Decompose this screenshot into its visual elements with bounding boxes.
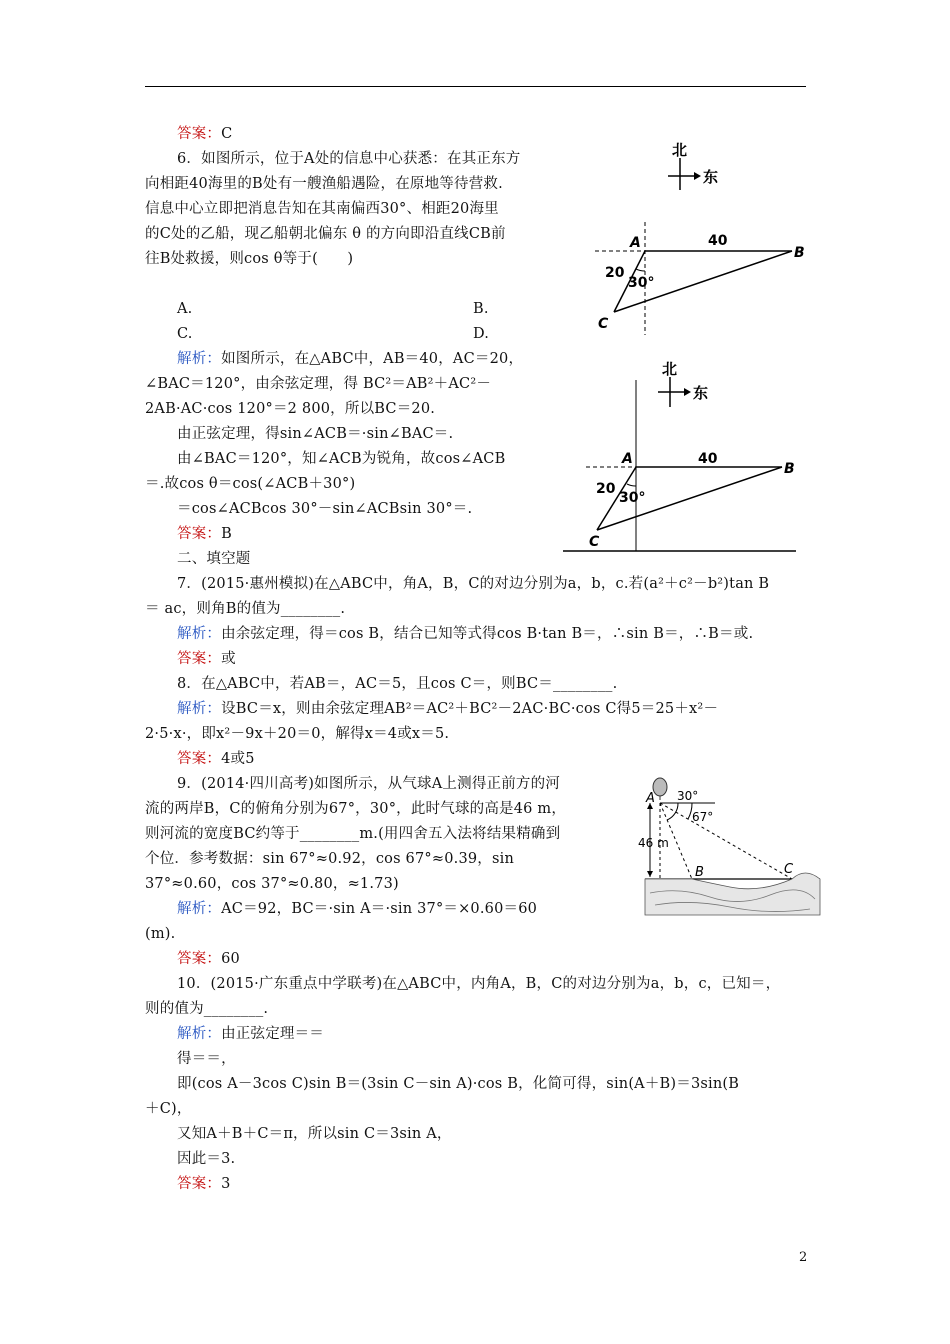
- solution-label: 解析：: [177, 626, 222, 642]
- solution-10-line-5: 又知A＋B＋C＝π，所以sin C＝3sin A，: [177, 1126, 452, 1142]
- solution-label: 解析：: [177, 1026, 222, 1042]
- point-c: C: [598, 316, 609, 332]
- point-c: C: [784, 862, 794, 877]
- problem-7-line-1: 7．(2015·惠州模拟)在△ABC中，角A，B，C的对边分别为a，b，c.若(a²＋c²－b²)tan B: [177, 576, 770, 592]
- height-label: 46 m: [638, 836, 669, 850]
- problem-6-line-3: 信息中心立即把消息告知在其南偏西30°、相距20海里: [145, 201, 499, 217]
- option-c: C.: [177, 326, 193, 342]
- answer-value: 60: [221, 951, 240, 967]
- solution-label: 解析：: [177, 351, 222, 367]
- solution-8-line-1: [177, 699, 718, 719]
- answer-line: [177, 749, 255, 769]
- answer-value: 或: [221, 651, 236, 667]
- problem-8: 8．在△ABC中，若AB＝，AC＝5，且cos C＝，则BC＝________.: [177, 676, 618, 692]
- answer-line: [177, 1174, 231, 1194]
- solution-text: 由正弦定理＝＝: [221, 1026, 325, 1042]
- solution-6-line-1: [177, 349, 523, 369]
- solution-text: 设BC＝x，则由余弦定理AB²＝AC²＋BC²－2AC·BC·cos C得5＝25＋x²－: [221, 701, 719, 717]
- solution-text: 由余弦定理，得＝cos B，结合已知等式得cos B·tan B＝，∴sin B＝，∴B＝或.: [221, 626, 754, 642]
- north-label: 北: [662, 360, 678, 378]
- length-ab: 40: [708, 233, 728, 249]
- length-ac: 20: [596, 481, 616, 497]
- angle-arc: [636, 269, 645, 271]
- point-b: B: [794, 245, 805, 261]
- problem-9-line-3: 则河流的宽度BC约等于________m.(用四舍五入法将结果精确到: [145, 826, 561, 842]
- point-c: C: [589, 534, 600, 550]
- answer-label: 答案：: [177, 126, 222, 142]
- option-b: B.: [473, 301, 489, 317]
- angle-67-label: 67°: [692, 810, 714, 824]
- problem-10-line-2: 则的值为________.: [145, 1001, 269, 1017]
- solution-6-line-2: ∠BAC＝120°，由余弦定理，得 BC²＝AB²＋AC²－: [145, 376, 492, 392]
- problem-6-line-5: 往B处救援，则cos θ等于( ): [145, 251, 354, 267]
- answer-value: 4或5: [221, 751, 255, 767]
- answer-value: B: [221, 526, 232, 542]
- solution-10-line-4: ＋C)，: [145, 1101, 192, 1117]
- solution-9-line-1: [177, 899, 537, 919]
- solution-10-line-1: [177, 1024, 324, 1044]
- solution-7: [177, 624, 753, 644]
- solution-10-line-3: 即(cos A－3cos C)sin B＝(3sin C－sin A)·cos B，化简可得，sin(A＋B)＝3sin(B: [177, 1076, 740, 1092]
- figure-2-navigation-diagram: [560, 355, 800, 555]
- answer-line: [177, 949, 240, 969]
- angle-arc: [627, 484, 636, 486]
- answer-value: 3: [221, 1176, 231, 1192]
- angle-30-label: 30°: [677, 789, 699, 803]
- angle-label: 30°: [619, 490, 646, 506]
- point-a: A: [646, 791, 655, 806]
- angle-arc-67: [667, 803, 678, 820]
- east-arrowhead: [684, 388, 691, 396]
- solution-label: 解析：: [177, 701, 222, 717]
- solution-6-line-4: 由正弦定理，得sin∠ACB＝·sin∠BAC＝.: [177, 426, 454, 442]
- problem-7-line-2: ＝ ac，则角B的值为________.: [145, 601, 346, 617]
- problem-6-line-1: 6．如图所示，位于A处的信息中心获悉：在其正东方: [177, 151, 521, 167]
- east-label: 东: [703, 168, 719, 186]
- point-b: B: [784, 461, 795, 477]
- section-heading: 二、填空题: [177, 551, 251, 567]
- answer-line: [177, 649, 236, 669]
- north-label: 北: [672, 141, 688, 159]
- balloon-icon: [653, 778, 667, 796]
- solution-label: 解析：: [177, 901, 222, 917]
- sight-line-c: [660, 803, 792, 879]
- solution-6-line-5: 由∠BAC＝120°，知∠ACB为锐角，故cos∠ACB: [177, 451, 506, 467]
- solution-10-line-6: 因此＝3.: [177, 1151, 236, 1167]
- option-d: D.: [473, 326, 490, 342]
- page-number: 2: [799, 1250, 808, 1265]
- height-arrow-bottom: [647, 871, 653, 877]
- answer-label: 答案：: [177, 951, 222, 967]
- solution-10-line-2: 得＝＝，: [177, 1051, 236, 1067]
- answer-line: [177, 124, 232, 144]
- solution-6-line-3: 2AB·AC·cos 120°＝2 800，所以BC＝20.: [145, 401, 436, 417]
- answer-label: 答案：: [177, 526, 222, 542]
- figure-1-navigation-diagram: [590, 140, 810, 340]
- east-arrowhead: [694, 172, 701, 180]
- problem-9-line-1: 9．(2014·四川高考)如图所示，从气球A上测得正前方的河: [177, 776, 561, 792]
- solution-6-line-7: ＝cos∠ACBcos 30°－sin∠ACBsin 30°＝.: [177, 501, 473, 517]
- point-a: A: [630, 235, 641, 251]
- figure-3-balloon-diagram: [640, 775, 825, 920]
- length-ac: 20: [605, 265, 625, 281]
- answer-label: 答案：: [177, 751, 222, 767]
- point-b: B: [695, 865, 704, 880]
- problem-6-line-4: 的C处的乙船，现乙船朝北偏东 θ 的方向即沿直线CB前: [145, 226, 506, 242]
- problem-10-line-1: 10．(2015·广东重点中学联考)在△ABC中，内角A，B，C的对边分别为a，b，c，已知＝，: [177, 976, 781, 992]
- problem-9-line-5: 37°≈0.60，cos 37°≈0.80，≈1.73): [145, 876, 399, 892]
- solution-text: AC＝92，BC＝·sin A＝·sin 37°＝×0.60＝60: [221, 901, 538, 917]
- answer-label: 答案：: [177, 651, 222, 667]
- solution-9-line-2: (m).: [145, 926, 176, 942]
- point-a: A: [622, 451, 633, 467]
- answer-line: [177, 524, 232, 544]
- solution-6-line-6: ＝.故cos θ＝cos(∠ACB＋30°): [145, 476, 356, 492]
- option-a: A.: [177, 301, 193, 317]
- solution-8-line-2: 2·5·x·，即x²－9x＋20＝0，解得x＝4或x＝5.: [145, 726, 450, 742]
- answer-value: C: [221, 126, 233, 142]
- answer-label: 答案：: [177, 1176, 222, 1192]
- header-rule: [145, 86, 806, 87]
- problem-6-line-2: 向相距40海里的B处有一艘渔船遇险，在原地等待营救.: [145, 176, 503, 192]
- length-ab: 40: [698, 451, 718, 467]
- problem-9-line-2: 流的两岸B，C的俯角分别为67°，30°，此时气球的高是46 m，: [145, 801, 567, 817]
- angle-label: 30°: [628, 275, 655, 291]
- problem-9-line-4: 个位．参考数据：sin 67°≈0.92，cos 67°≈0.39，sin: [145, 851, 515, 867]
- solution-text: 如图所示，在△ABC中，AB＝40，AC＝20，: [221, 351, 524, 367]
- east-label: 东: [693, 384, 709, 402]
